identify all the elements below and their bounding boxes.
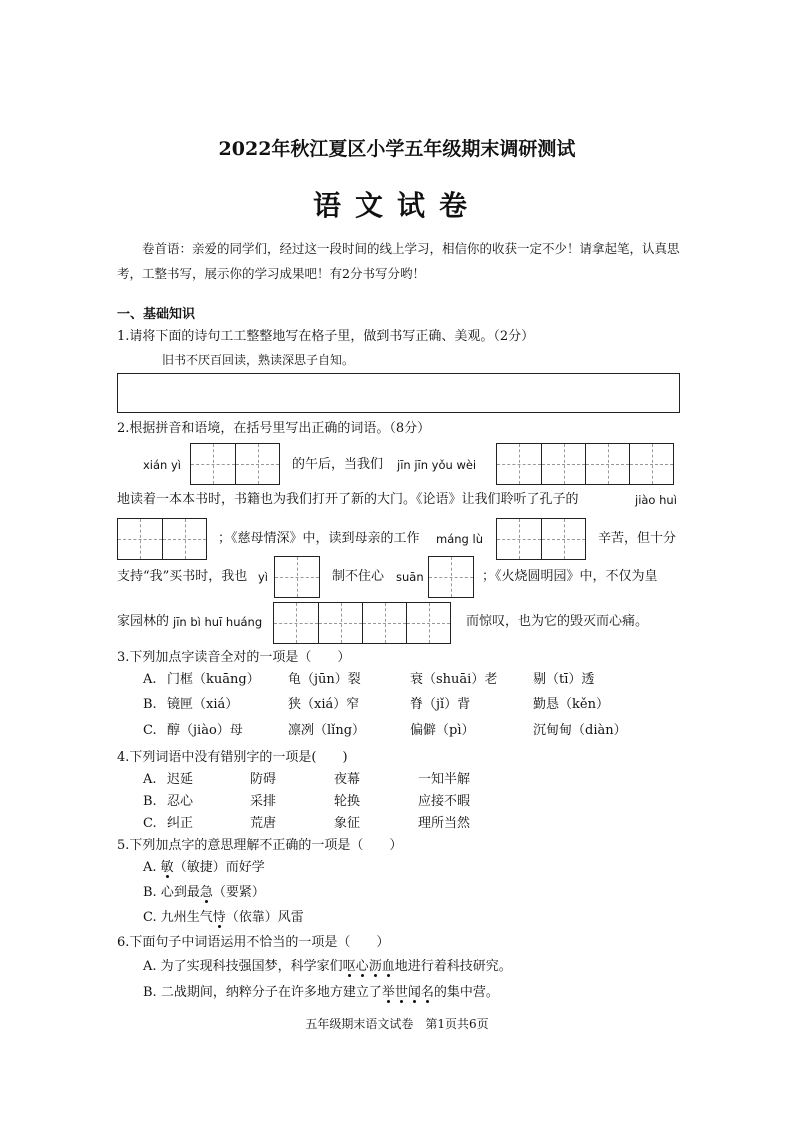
dotted-phrase: [343, 959, 395, 974]
q2-pinyin-6: suān: [396, 570, 424, 584]
grid-cell[interactable]: [362, 603, 406, 643]
q4-option-item: 应接不暇: [418, 794, 471, 809]
q2-pinyin-4: máng lù: [436, 532, 483, 546]
q3-option-item: 狭（xiá）窄: [288, 697, 360, 712]
dotted-char: 血: [381, 959, 395, 974]
q4-option-item: 夜幕: [334, 772, 361, 787]
q3-option-item: 沉甸甸（diàn）: [533, 723, 627, 738]
grid-cell[interactable]: [497, 519, 541, 559]
section-heading: 一、基础知识: [117, 307, 196, 322]
q5-option-b: B. 心到最急（要紧）: [143, 885, 265, 900]
q2-pinyin-2: jīn jīn yǒu wèi: [397, 458, 477, 472]
q2-text-7: ；《火烧圆明园》中，不仅为皇: [482, 569, 658, 584]
q3-option-label: B.: [143, 697, 157, 712]
q2-text-8: 家园林的: [117, 614, 170, 629]
grid-cell[interactable]: [497, 444, 541, 484]
q1-writing-box[interactable]: [117, 373, 680, 413]
q3-option-item: 龟（jūn）裂: [288, 672, 361, 687]
dotted-char: 闻: [407, 985, 421, 1000]
q2-grid-4[interactable]: [496, 518, 586, 560]
dotted-phrase: [382, 985, 434, 1000]
q2-pinyin-5: yì: [258, 570, 269, 584]
q3-option-item: 剔（tī）透: [533, 672, 595, 687]
q4-option-item: 忍心: [167, 794, 194, 809]
q4-option-item: 纠正: [167, 816, 194, 831]
grid-cell[interactable]: [318, 603, 362, 643]
grid-cell[interactable]: [162, 519, 206, 559]
q2-text-3: ；《慈母情深》中，读到母亲的工作: [218, 531, 420, 546]
exam-subtitle: 语文试卷: [312, 189, 481, 222]
q2-text-2: 地读着一本本书时，书籍也为我们打开了新的大门。《论语》让我们聆听了孔子的: [117, 492, 579, 507]
q3-option-item: 衰（shuāi）老: [410, 672, 498, 687]
q4-option-item: 理所当然: [418, 816, 471, 831]
grid-cell[interactable]: [629, 444, 673, 484]
q6-option-b: B. 二战期间，纳粹分子在许多地方建立了举世闻名的集中营。: [143, 985, 499, 1000]
q4-option-item: 一知半解: [418, 772, 471, 787]
q3-option-label: A.: [143, 672, 157, 687]
q5-option-c: C. 九州生气恃（依靠）风雷: [143, 910, 304, 925]
grid-cell[interactable]: [541, 519, 585, 559]
q2-text-1: 的午后，当我们: [292, 457, 384, 472]
q2-pinyin-3: jiào huì: [635, 493, 677, 507]
q3-option-item: 勤恳（kěn）: [533, 697, 609, 712]
q1-prompt: 1.请将下面的诗句工工整整地写在格子里，做到书写正确、美观。（2分）: [117, 329, 535, 344]
grid-cell[interactable]: [541, 444, 585, 484]
intro-paragraph: 卷首语：亲爱的同学们，经过这一段时间的线上学习，相信你的收获一定不少！请拿起笔，认真思考，工整书写，展示你的学习成果吧！有2分书写分哟！: [117, 241, 680, 281]
q3-option-label: C.: [143, 723, 157, 738]
q3-option-item: 门框（kuāng）: [167, 672, 260, 687]
dotted-char: 世: [394, 985, 408, 1000]
q5-option-a: A. 敏（敏捷）而好学: [143, 860, 265, 875]
grid-cell[interactable]: [118, 519, 162, 559]
dotted-char: 举: [381, 985, 395, 1000]
q4-option-item: 荒唐: [250, 816, 277, 831]
q4-option-label: B.: [143, 794, 157, 809]
q2-grid-3[interactable]: [117, 518, 207, 560]
grid-cell[interactable]: [191, 444, 235, 484]
q6-option-a: A. 为了实现科技强国梦，科学家们呕心沥血地进行着科技研究。: [143, 959, 512, 974]
grid-cell[interactable]: [235, 444, 279, 484]
q4-option-item: 采排: [250, 794, 277, 809]
q2-text-9: 而惊叹，也为它的毁灭而心痛。: [466, 614, 649, 629]
q2-grid-1[interactable]: [190, 443, 280, 485]
q4-option-label: A.: [143, 772, 157, 787]
grid-cell[interactable]: [275, 557, 319, 597]
dotted-char: 呕: [342, 959, 356, 974]
q3-option-item: 偏僻（pì）: [410, 723, 475, 738]
q2-grid-5[interactable]: [274, 556, 320, 598]
grid-cell[interactable]: [274, 603, 318, 643]
q2-grid-2[interactable]: [496, 443, 674, 485]
grid-cell[interactable]: [406, 603, 450, 643]
q3-option-item: 脊（jǐ）背: [410, 697, 471, 712]
q4-option-item: 迟延: [167, 772, 194, 787]
q2-text-5: 支持“我”买书时，我也: [117, 569, 248, 584]
q2-pinyin-7: jīn bì huī huáng: [173, 615, 263, 629]
grid-cell[interactable]: [429, 557, 473, 597]
q4-option-item: 象征: [334, 816, 361, 831]
q2-text-6: 制不住心: [332, 569, 385, 584]
q2-pinyin-1: xián yì: [143, 458, 181, 472]
grid-cell[interactable]: [585, 444, 629, 484]
q4-option-item: 防碍: [250, 772, 277, 787]
q4-option-label: C.: [143, 816, 157, 831]
q3-option-item: 醇（jiào）母: [167, 723, 243, 738]
q2-text-4: 辛苦，但十分: [598, 531, 677, 546]
q4-prompt: 4.下列词语中没有错别字的一项是( ): [117, 750, 348, 765]
exam-title: 2022年秋江夏区小学五年级期末调研测试: [218, 138, 576, 160]
q2-grid-7[interactable]: [273, 602, 451, 644]
dotted-char: 沥: [368, 959, 382, 974]
dotted-char: 心: [355, 959, 369, 974]
q1-poem: 旧书不厌百回读，熟读深思子自知。: [162, 353, 355, 367]
page-footer: 五年级期末语文试卷 第1页共6页: [305, 1017, 489, 1031]
q3-option-item: 凛冽（lǐng）: [288, 723, 366, 738]
q3-option-item: 镜匣（xiá）: [167, 697, 239, 712]
q2-prompt: 2.根据拼音和语境，在括号里写出正确的词语。（8分）: [117, 421, 431, 436]
q4-option-item: 轮换: [334, 794, 361, 809]
q3-prompt: 3.下列加点字读音全对的一项是（ ）: [117, 650, 351, 665]
dotted-char: 名: [420, 985, 434, 1000]
q2-grid-6[interactable]: [428, 556, 474, 598]
q5-prompt: 5.下列加点字的意思理解不正确的一项是（ ）: [117, 838, 403, 853]
q6-prompt: 6.下面句子中词语运用不恰当的一项是（ ）: [117, 935, 390, 950]
